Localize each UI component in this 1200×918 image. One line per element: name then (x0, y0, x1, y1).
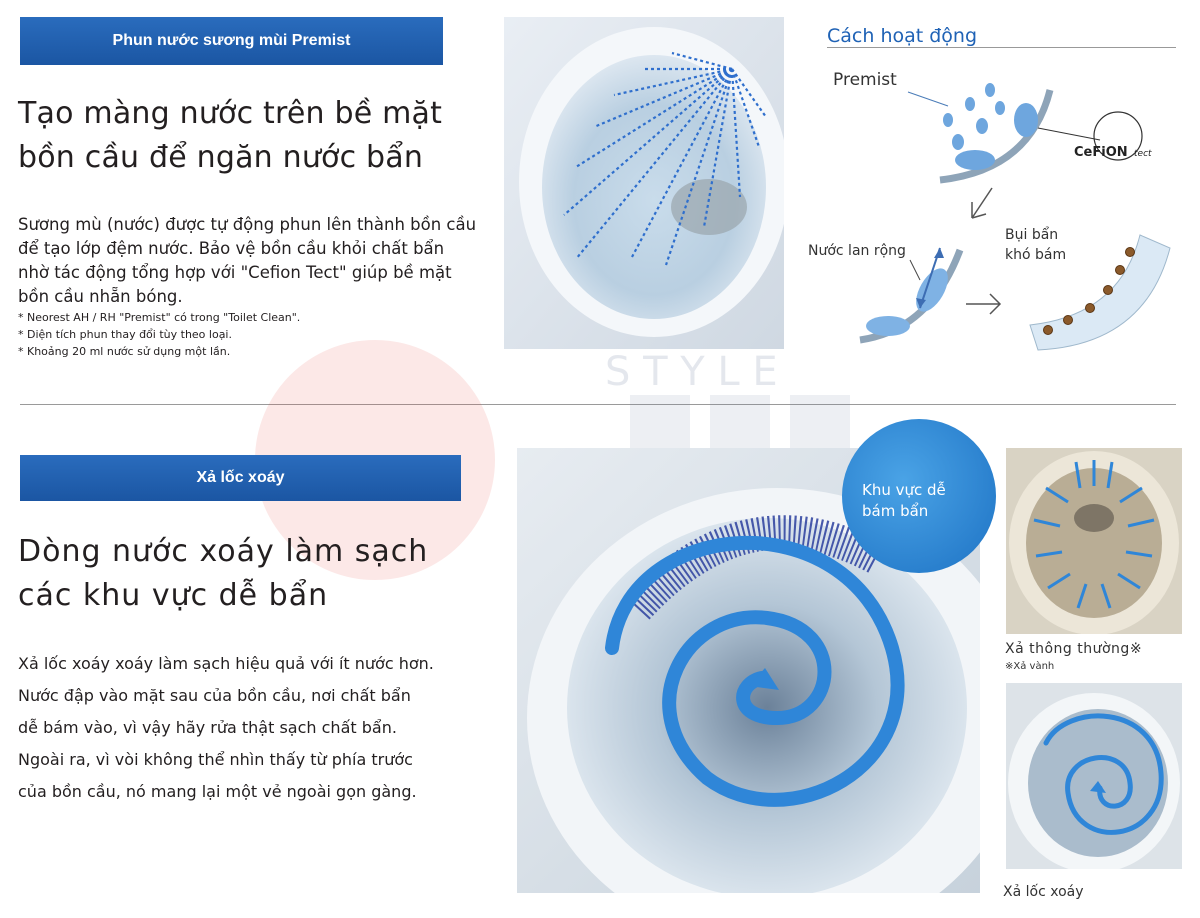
tornado-flush-photo (1006, 683, 1182, 869)
normal-flush-photo (1006, 448, 1182, 634)
tornado-body-line1: Xả lốc xoáy xoáy làm sạch hiệu quả với ít nước hơn. (18, 654, 434, 673)
normal-flush-note: ※Xả vành (1005, 661, 1055, 672)
cefion-logo: CeFiON (1074, 145, 1128, 160)
tornado-body-line4: Ngoài ra, vì vòi không thể nhìn thấy từ phía trước (18, 750, 413, 769)
svg-text:tect: tect (1134, 149, 1152, 159)
tornado-banner: Xả lốc xoáy (20, 455, 461, 501)
bubble-line1: Khu vực dễ (862, 481, 946, 499)
premist-bowl-photo (504, 17, 784, 349)
dirt-label-line2: khó bám (1005, 247, 1067, 263)
tornado-body-line3: dễ bám vào, vì vậy hãy rửa thật sạch chất bẩn. (18, 718, 397, 737)
how-it-works-title: Cách hoạt động (827, 25, 978, 47)
tornado-headline-line1: Dòng nước xoáy làm sạch (18, 534, 429, 569)
premist-note-1: * Neorest AH / RH "Premist" có trong "Toilet Clean". (18, 311, 301, 324)
premist-headline-line1: Tạo màng nước trên bề mặt (18, 96, 443, 131)
normal-flush-label: Xả thông thường※ (1005, 641, 1143, 657)
dirt-label-line1: Bụi bẩn (1005, 227, 1059, 243)
tornado-body (18, 648, 434, 808)
premist-banner: Phun nước sương mùi Premist (20, 17, 443, 65)
section-divider (20, 404, 1176, 405)
tornado-headline-line2: các khu vực dễ bẩn (18, 578, 329, 613)
spread-label: Nước lan rộng (808, 243, 906, 259)
tornado-flush-label: Xả lốc xoáy (1003, 884, 1084, 900)
premist-notes (18, 309, 300, 360)
dirt-label (1005, 225, 1066, 265)
premist-headline (18, 92, 442, 180)
premist-headline-line2: bồn cầu để ngăn nước bẩn (18, 140, 424, 175)
premist-label: Premist (833, 70, 897, 90)
tornado-body-line2: Nước đập vào mặt sau của bồn cầu, nơi chất bẩn (18, 686, 411, 705)
watermark-style: S T Y L E (605, 349, 778, 395)
premist-body: Sương mù (nước) được tự động phun lên thành bồn cầu để tạo lớp đệm nước. Bảo vệ bồn cầu khỏi chất bẩn nhờ tác động tổng hợp với "Cefion Tect" giúp bề mặt bồn cầu nhẵn bóng. (18, 215, 477, 306)
premist-note-2: * Diện tích phun thay đổi tùy theo loại. (18, 328, 232, 341)
dirt-area-bubble-text (862, 480, 946, 522)
tornado-headline (18, 530, 428, 618)
how-it-works-underline (827, 47, 1176, 48)
how-it-works-diagram (800, 80, 1200, 360)
tornado-body-line5: của bồn cầu, nó mang lại một vẻ ngoài gọn gàng. (18, 782, 417, 801)
premist-note-3: * Khoảng 20 ml nước sử dụng một lần. (18, 345, 231, 358)
bubble-line2: bám bẩn (862, 502, 929, 520)
